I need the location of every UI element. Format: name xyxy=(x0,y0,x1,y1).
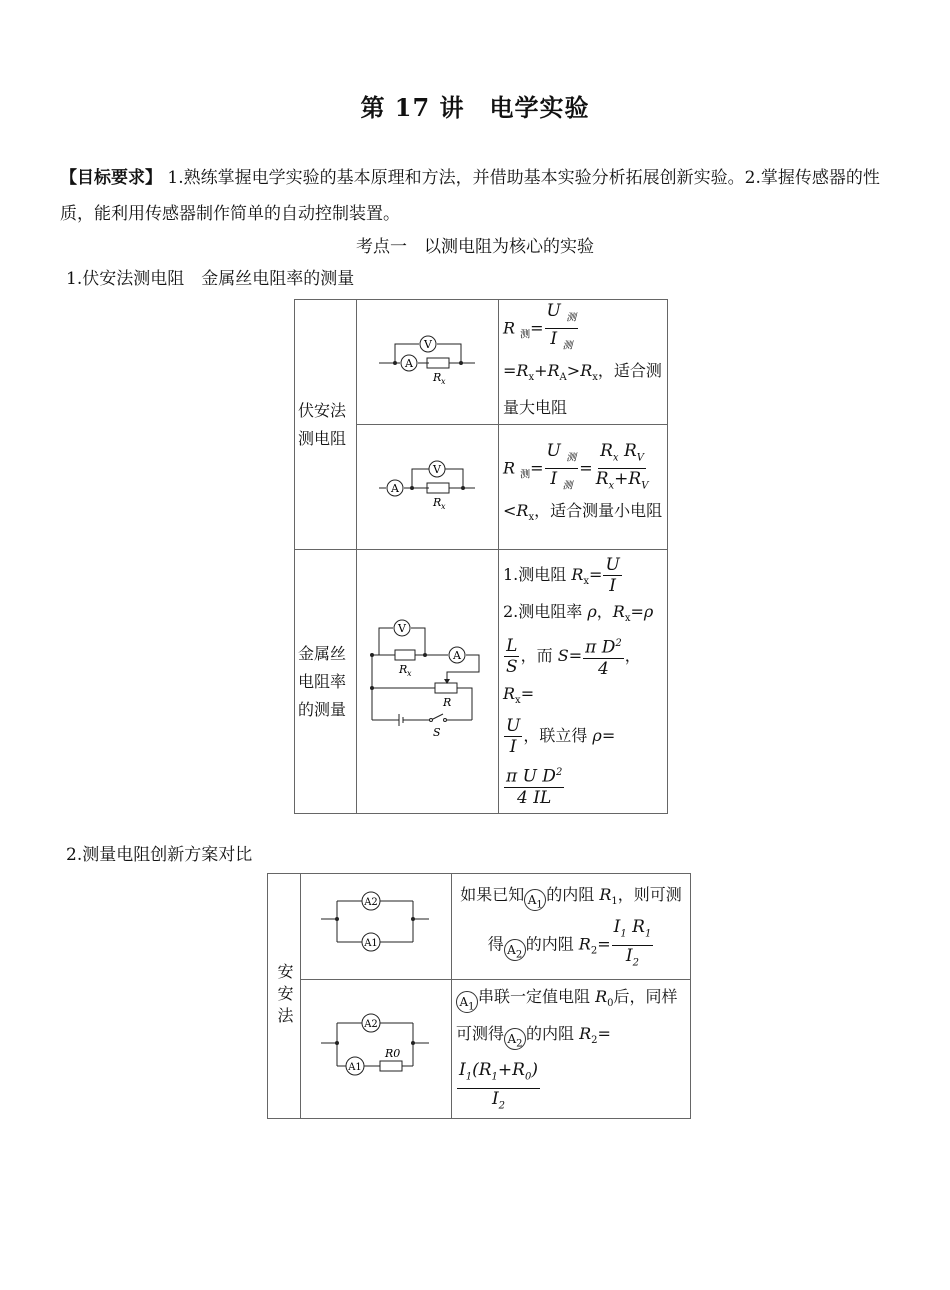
ammeter-a1-icon: $A_1$ xyxy=(456,991,478,1013)
circuit-external-diagram xyxy=(357,300,498,424)
circuit-series-r0 xyxy=(301,980,452,1119)
svg-text:x: x xyxy=(407,669,412,678)
svg-text:R: R xyxy=(399,663,408,676)
svg-text:x: x xyxy=(441,502,446,511)
cell1-text-d: 的内阻 xyxy=(525,934,579,954)
cell2-text-c: 的内阻 xyxy=(526,1024,580,1044)
row-label-voltammetry: 伏安法测电阻 xyxy=(295,300,357,550)
combine-text: ，联立得 xyxy=(523,726,593,746)
measure-resistance-text: 1.测电阻 xyxy=(503,565,572,585)
ammeter-a2-icon: $A_2$ xyxy=(504,939,526,961)
row-label-ammeter-ammeter: 安安法 xyxy=(268,874,301,1119)
objective-text: 1.熟练掌握电学实验的基本原理和方法，并借助基本实验分析拓展创新实验。2.掌握传感器的性质，能利用传感器制作简单的自动控制装置。 xyxy=(60,168,880,224)
section2-heading: 2.测量电阻创新方案对比 xyxy=(66,845,253,865)
formula-cell-parallel: 如果已知 $A_1$的内阻 $R_1$，则可测得 $A_2$的内阻 $R_2=$ $\frac{I_1 R_1}{I_2}$ xyxy=(452,874,691,980)
table-ammeter-method xyxy=(267,873,691,1119)
ammeter-a2-icon: $A_2$ xyxy=(504,1028,526,1050)
cell1-text-a: 如果已知 xyxy=(460,885,525,905)
cell1-text-c: ，则可测得 xyxy=(487,885,682,954)
circuit-parallel-diagram xyxy=(301,874,451,979)
measure-resistivity-text: 2.测电阻率 xyxy=(503,602,588,622)
circuit-external xyxy=(357,300,499,425)
ammeter-a1-icon: $A_1$ xyxy=(524,889,546,911)
cell1-text-b: 的内阻 xyxy=(546,885,600,905)
cell2-text-a: 串联一定值电阻 xyxy=(478,986,596,1006)
circuit-internal xyxy=(357,425,499,550)
objective-tag: 【目标要求】 xyxy=(60,168,162,188)
svg-text:R: R xyxy=(433,496,442,509)
row-label-resistivity: 金属丝电阻率的测量 xyxy=(295,550,357,814)
cell1-tail: ，适合测量大电阻 xyxy=(503,361,662,418)
svg-text:V: V xyxy=(433,463,441,476)
formula-cell-external: R $_测$= $\frac{U _测}{I _测}$ $=R_x+R_A>R_x$，适合测量大电阻 xyxy=(499,300,668,425)
and-text: ，而 xyxy=(520,646,558,666)
svg-text:A: A xyxy=(391,482,399,495)
svg-text:A: A xyxy=(453,649,461,662)
circuit-resistivity-diagram xyxy=(357,550,498,813)
circuit-resistivity xyxy=(357,550,499,814)
kaodian-heading: 考点一 以测电阻为核心的实验 xyxy=(356,237,594,257)
svg-text:A2: A2 xyxy=(364,1019,378,1030)
svg-text:x: x xyxy=(441,377,446,386)
meter-a-label: A xyxy=(405,357,413,370)
formula-cell-series-r0: $A_1$串联一定值电阻 $R_0$后，同样可测得 $A_2$的内阻 $R_2=$ $\frac{I_1(R_1+R_0)}{I_2}$ xyxy=(452,980,691,1119)
meter-a1-label: A1 xyxy=(364,938,378,949)
formula-cell-resistivity: 1.测电阻 $R_x=$ $\frac{U}{I}$ 2.测电阻率 ρ，$R_x=\rho$ $\frac{L}{S}$ ，而 S= $\frac{\pi D^2}{4}$ ，$R_x=$ $\frac{U}{I}$ ，联立得 ρ= $\frac{\pi U D^2}{4 IL}$ xyxy=(499,550,668,814)
cell2-text-b: 后，同样可测得 xyxy=(456,986,678,1044)
resistor-rx-label: R xyxy=(433,371,442,384)
page-title: 第 17 讲 电学实验 xyxy=(360,93,590,122)
meter-a2-label: A2 xyxy=(364,897,378,908)
objective-paragraph xyxy=(60,160,890,232)
formula-cell-internal: R $_测$= $\frac{U _测}{I _测}$ = $\frac{R_x R_V}{R_x+R_V}$ $<R_x$，适合测量小电阻 xyxy=(499,425,668,550)
svg-text:V: V xyxy=(398,622,406,635)
svg-text:A1: A1 xyxy=(348,1062,362,1073)
resistor-r0-label: R0 xyxy=(385,1047,401,1060)
section1-heading: 1.伏安法测电阻 金属丝电阻率的测量 xyxy=(66,269,355,289)
circuit-internal-diagram xyxy=(357,425,498,549)
meter-v-label: V xyxy=(424,338,432,351)
rheostat-r-label: R xyxy=(443,696,452,709)
table-voltammetry xyxy=(294,299,668,814)
switch-s-label: S xyxy=(433,726,441,739)
cell2-tail: ，适合测量小电阻 xyxy=(534,501,663,521)
circuit-parallel xyxy=(301,874,452,980)
circuit-series-r0-diagram xyxy=(301,980,451,1118)
